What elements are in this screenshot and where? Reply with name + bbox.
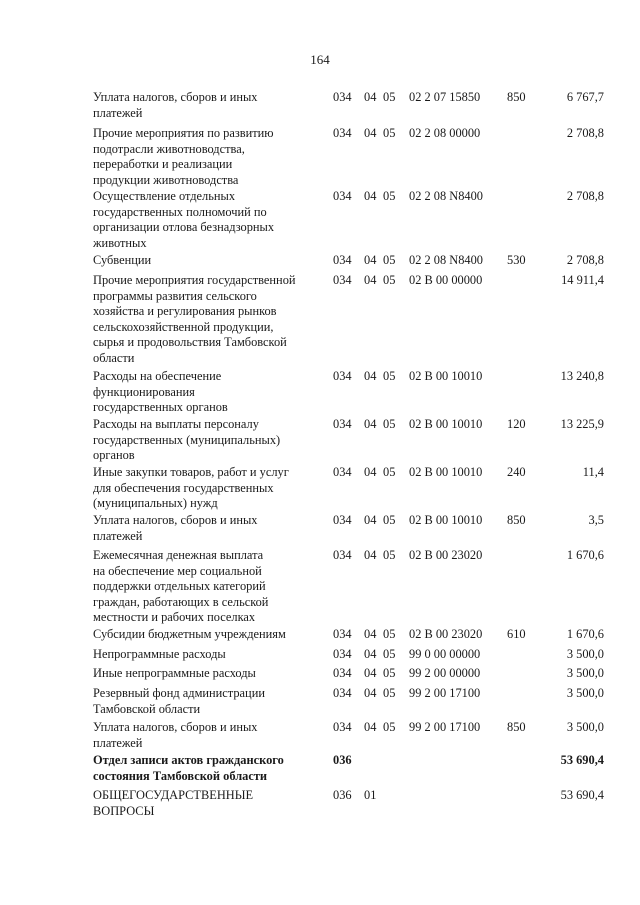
amount: 2 708,8 [566,189,604,203]
target-article-code: 02 В 00 10010 [409,465,483,479]
target-article-code: 99 2 00 17100 [409,720,481,734]
razdel-code: 04 [364,720,377,734]
vedomstvo-code: 034 [333,513,352,527]
razdel-code: 04 [364,253,377,267]
razdel-code: 04 [364,666,377,680]
expense-type-code: 850 [507,513,526,527]
razdel-code: 04 [364,417,377,431]
vedomstvo-code: 034 [333,369,352,383]
podrazdel-code: 05 [383,253,396,267]
amount: 3 500,0 [566,647,604,661]
podrazdel-code: 05 [383,369,396,383]
expense-type-code: 850 [507,720,526,734]
podrazdel-code: 05 [383,548,396,562]
row-name: Прочие мероприятия государственной программы развития сельского хозяйства и регулирования рынков сельскохозяйственной продукции, сырья и продовольствия Тамбовской области [93,273,296,365]
razdel-code: 04 [364,189,377,203]
podrazdel-code: 05 [383,686,396,700]
amount: 53 690,4 [560,753,604,767]
amount: 11,4 [582,465,604,479]
row-name: Отдел записи актов гражданского состояния Тамбовской области [93,753,284,783]
vedomstvo-code: 034 [333,720,352,734]
target-article-code: 02 2 08 N8400 [409,253,483,267]
vedomstvo-code: 034 [333,627,352,641]
row-name: Прочие мероприятия по развитию подотрасли животноводства, переработки и реализации продукции животноводства [93,126,274,187]
target-article-code: 99 0 00 00000 [409,647,481,661]
razdel-code: 04 [364,548,377,562]
vedomstvo-code: 034 [333,666,352,680]
vedomstvo-code: 034 [333,647,352,661]
razdel-code: 04 [364,465,377,479]
target-article-code: 02 В 00 23020 [409,548,483,562]
razdel-code: 04 [364,273,377,287]
razdel-code: 04 [364,686,377,700]
row-name: ОБЩЕГОСУДАРСТВЕННЫЕ ВОПРОСЫ [93,788,254,818]
target-article-code: 02 2 08 N8400 [409,189,483,203]
expense-type-code: 610 [507,627,526,641]
razdel-code: 04 [364,647,377,661]
vedomstvo-code: 034 [333,273,352,287]
razdel-code: 04 [364,369,377,383]
amount: 3 500,0 [566,720,604,734]
podrazdel-code: 05 [383,90,396,104]
amount: 3 500,0 [566,686,604,700]
target-article-code: 02 2 07 15850 [409,90,481,104]
amount: 3 500,0 [566,666,604,680]
podrazdel-code: 05 [383,189,396,203]
row-name: Уплата налогов, сборов и иных платежей [93,513,258,543]
razdel-code: 01 [364,788,377,802]
podrazdel-code: 05 [383,720,396,734]
amount: 53 690,4 [560,788,604,802]
row-name: Уплата налогов, сборов и иных платежей [93,720,258,750]
target-article-code: 02 В 00 10010 [409,417,483,431]
target-article-code: 99 2 00 00000 [409,666,481,680]
amount: 14 911,4 [561,273,604,287]
amount: 13 225,9 [560,417,604,431]
row-name: Расходы на обеспечение функционирования государственных органов [93,369,228,414]
amount: 2 708,8 [566,126,604,140]
vedomstvo-code: 034 [333,417,352,431]
vedomstvo-code: 034 [333,253,352,267]
podrazdel-code: 05 [383,647,396,661]
razdel-code: 04 [364,90,377,104]
expense-type-code: 850 [507,90,526,104]
vedomstvo-code: 034 [333,465,352,479]
expense-type-code: 240 [507,465,526,479]
target-article-code: 02 В 00 10010 [409,369,483,383]
podrazdel-code: 05 [383,273,396,287]
expense-type-code: 530 [507,253,526,267]
target-article-code: 02 В 00 23020 [409,627,483,641]
podrazdel-code: 05 [383,465,396,479]
podrazdel-code: 05 [383,666,396,680]
row-name: Осуществление отдельных государственных полномочий по организации отлова безнадзорных животных [93,189,275,250]
target-article-code: 99 2 00 17100 [409,686,481,700]
expense-type-code: 120 [507,417,526,431]
row-name: Ежемесячная денежная выплата на обеспечение мер социальной поддержки отдельных категорий граждан, работающих в сельской местности и рабочих поселках [93,548,269,624]
target-article-code: 02 В 00 00000 [409,273,483,287]
row-name: Расходы на выплаты персоналу государственных (муниципальных) органов [93,417,281,462]
target-article-code: 02 В 00 10010 [409,513,483,527]
podrazdel-code: 05 [383,417,396,431]
amount: 2 708,8 [566,253,604,267]
razdel-code: 04 [364,513,377,527]
vedomstvo-code: 034 [333,126,352,140]
vedomstvo-code: 034 [333,90,352,104]
row-name: Резервный фонд администрации Тамбовской области [93,686,265,716]
vedomstvo-code: 034 [333,548,352,562]
vedomstvo-code: 036 [333,788,352,802]
amount: 13 240,8 [560,369,604,383]
podrazdel-code: 05 [383,627,396,641]
vedomstvo-code: 034 [333,686,352,700]
razdel-code: 04 [364,126,377,140]
row-name: Непрограммные расходы [93,647,226,661]
row-name: Субвенции [93,253,152,267]
razdel-code: 04 [364,627,377,641]
amount: 6 767,7 [566,90,604,104]
row-name: Иные закупки товаров, работ и услуг для обеспечения государственных (муниципальных) нужд [93,465,289,510]
vedomstvo-code: 034 [333,189,352,203]
row-name: Иные непрограммные расходы [93,666,256,680]
row-name: Субсидии бюджетным учреждениям [93,627,286,641]
podrazdel-code: 05 [383,513,396,527]
row-name: Уплата налогов, сборов и иных платежей [93,90,258,120]
vedomstvo-code: 036 [333,753,352,767]
amount: 3,5 [588,513,604,527]
amount: 1 670,6 [566,627,604,641]
podrazdel-code: 05 [383,126,396,140]
target-article-code: 02 2 08 00000 [409,126,481,140]
amount: 1 670,6 [566,548,604,562]
page-number: 164 [310,52,330,67]
